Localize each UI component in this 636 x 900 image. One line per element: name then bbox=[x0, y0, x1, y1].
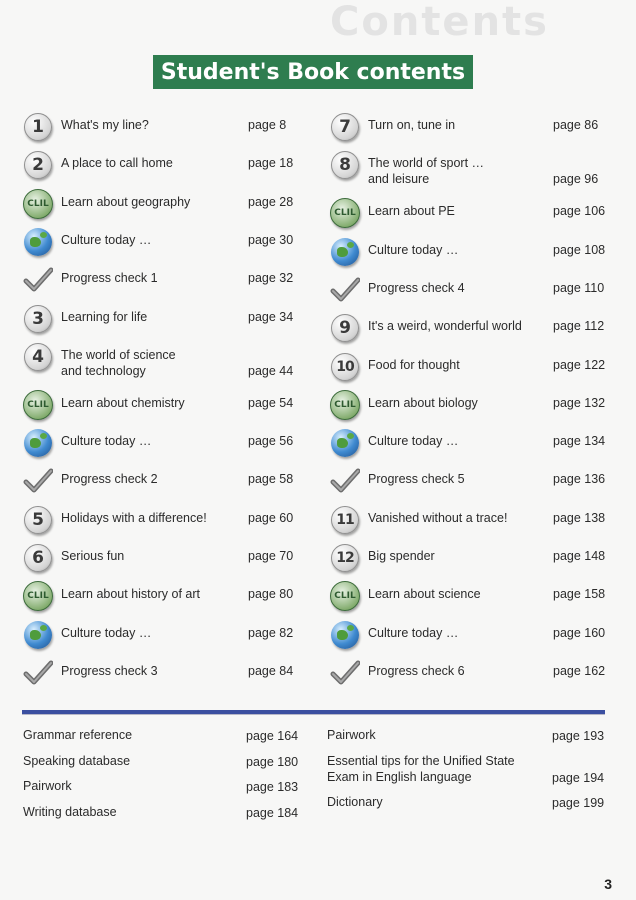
section-divider-shadow bbox=[22, 714, 605, 715]
entry-title: Progress check 6 bbox=[368, 663, 465, 678]
contents-entry bbox=[23, 581, 308, 619]
entry-title: Progress check 3 bbox=[61, 663, 158, 678]
checkmark-icon bbox=[330, 658, 360, 688]
contents-entry bbox=[23, 543, 308, 581]
entry-page: page 44 bbox=[248, 363, 294, 378]
entry-title: Progress check 4 bbox=[368, 280, 465, 295]
entry-page: page 148 bbox=[553, 549, 606, 563]
entry-page: page 122 bbox=[553, 357, 606, 372]
unit-number-icon bbox=[330, 112, 360, 142]
page-number: 3 bbox=[604, 876, 612, 892]
contents-entry bbox=[23, 189, 308, 227]
entry-page: page 84 bbox=[248, 663, 294, 678]
clil-badge: CLIL bbox=[23, 390, 53, 420]
contents-entry bbox=[330, 313, 613, 351]
unit-number-icon bbox=[330, 543, 360, 573]
clil-icon bbox=[23, 581, 53, 611]
contents-entry bbox=[330, 150, 613, 188]
entry-page: page 18 bbox=[248, 156, 294, 171]
unit-number-icon bbox=[23, 112, 53, 142]
contents-entry bbox=[23, 265, 308, 303]
reference-title: Pairwork bbox=[327, 728, 376, 742]
entry-title: The world of sport … bbox=[368, 156, 485, 171]
entry-title: Learn about PE bbox=[368, 204, 455, 219]
entry-title: Learning for life bbox=[61, 309, 148, 324]
unit-number: 9 bbox=[331, 314, 359, 342]
contents-entry bbox=[330, 428, 613, 466]
globe-icon bbox=[23, 428, 53, 458]
entry-page: page 32 bbox=[248, 271, 294, 286]
entry-page: page 110 bbox=[553, 280, 605, 295]
entry-page: page 134 bbox=[553, 434, 606, 449]
unit-number-icon bbox=[330, 313, 360, 343]
unit-number-icon bbox=[330, 150, 360, 180]
globe-icon bbox=[23, 227, 53, 257]
contents-entry bbox=[330, 390, 613, 428]
reference-title-line2: Exam in English language bbox=[327, 769, 472, 784]
entry-page: page 108 bbox=[553, 242, 606, 257]
entry-page: page 8 bbox=[248, 118, 287, 132]
entry-title: Big spender bbox=[368, 549, 435, 563]
entry-page: page 112 bbox=[553, 319, 605, 334]
entry-title: Learn about geography bbox=[61, 194, 191, 209]
entry-title: Culture today … bbox=[368, 242, 459, 257]
entry-page: page 70 bbox=[248, 549, 294, 563]
clil-icon bbox=[330, 198, 360, 228]
contents-entry bbox=[23, 227, 308, 265]
ghost-heading: Contents bbox=[330, 0, 549, 45]
unit-number: 1 bbox=[24, 113, 52, 141]
entry-title: It's a weird, wonderful world bbox=[368, 319, 522, 334]
entry-title: Progress check 1 bbox=[61, 271, 158, 286]
contents-entry bbox=[330, 543, 613, 581]
entry-title: Holidays with a difference! bbox=[61, 510, 207, 525]
entry-title: A place to call home bbox=[61, 156, 173, 171]
reference-title: Writing database bbox=[23, 804, 117, 819]
contents-entry bbox=[23, 466, 308, 504]
reference-title: Pairwork bbox=[23, 779, 72, 793]
entry-title-line2: and leisure bbox=[368, 172, 430, 187]
entry-title: The world of science bbox=[61, 347, 176, 362]
contents-entry bbox=[23, 620, 308, 658]
contents-entry bbox=[330, 198, 613, 236]
checkmark-icon bbox=[23, 265, 53, 295]
contents-entry bbox=[330, 581, 613, 619]
reference-page: page 164 bbox=[246, 729, 299, 743]
reference-page: page 184 bbox=[246, 805, 299, 820]
clil-badge: CLIL bbox=[330, 198, 360, 228]
unit-number: 8 bbox=[331, 151, 359, 179]
entry-title: Learn about biology bbox=[368, 395, 478, 410]
entry-title: Culture today … bbox=[61, 232, 152, 247]
unit-number: 3 bbox=[24, 305, 52, 333]
entry-title: Culture today … bbox=[61, 434, 152, 449]
contents-entry bbox=[330, 112, 613, 150]
checkmark-icon bbox=[23, 658, 53, 688]
checkmark-icon bbox=[330, 275, 360, 305]
entry-page: page 138 bbox=[553, 510, 606, 525]
unit-number-icon bbox=[23, 150, 53, 180]
unit-number-icon bbox=[330, 352, 360, 382]
reference-title: Speaking database bbox=[23, 753, 131, 768]
entry-page: page 56 bbox=[248, 434, 294, 449]
entry-page: page 30 bbox=[248, 232, 294, 247]
clil-icon bbox=[23, 189, 53, 219]
contents-entry bbox=[330, 466, 613, 504]
entry-title: Vanished without a trace! bbox=[368, 510, 508, 525]
entry-title: Turn on, tune in bbox=[368, 118, 456, 132]
reference-title: Dictionary bbox=[327, 795, 383, 809]
entry-title: Food for thought bbox=[368, 357, 460, 372]
unit-number: 5 bbox=[24, 506, 52, 534]
entry-page: page 158 bbox=[553, 587, 606, 602]
entry-title: Culture today … bbox=[368, 434, 459, 449]
unit-number: 2 bbox=[24, 151, 52, 179]
contents-entry bbox=[330, 352, 613, 390]
entry-page: page 58 bbox=[248, 472, 294, 487]
entry-page: page 96 bbox=[553, 172, 599, 187]
contents-entry bbox=[330, 237, 613, 275]
clil-icon bbox=[23, 390, 53, 420]
clil-badge: CLIL bbox=[23, 581, 53, 611]
reference-page: page 183 bbox=[246, 780, 299, 794]
entry-page: page 162 bbox=[553, 663, 606, 678]
reference-page: page 193 bbox=[552, 729, 605, 743]
unit-number-icon bbox=[330, 505, 360, 535]
checkmark-icon bbox=[23, 466, 53, 496]
unit-number: 10 bbox=[331, 353, 359, 381]
entry-page: page 82 bbox=[248, 625, 294, 640]
contents-entry bbox=[23, 505, 308, 543]
unit-number: 11 bbox=[331, 506, 359, 534]
page-title: Student's Book contents bbox=[153, 55, 473, 89]
globe-icon bbox=[330, 620, 360, 650]
contents-entry bbox=[23, 428, 308, 466]
entry-title: Culture today … bbox=[368, 625, 459, 640]
entry-title: Learn about chemistry bbox=[61, 395, 185, 410]
entry-title-line2: and technology bbox=[61, 363, 146, 378]
reference-page: page 180 bbox=[246, 754, 299, 769]
clil-icon bbox=[330, 581, 360, 611]
contents-entry bbox=[23, 342, 308, 380]
unit-number: 7 bbox=[331, 113, 359, 141]
entry-page: page 160 bbox=[553, 625, 606, 640]
entry-title: Serious fun bbox=[61, 549, 125, 563]
contents-entry bbox=[23, 150, 308, 188]
clil-badge: CLIL bbox=[330, 581, 360, 611]
entry-page: page 28 bbox=[248, 194, 294, 209]
unit-number-icon bbox=[23, 304, 53, 334]
reference-title: Grammar reference bbox=[23, 728, 133, 742]
entry-title: Learn about history of art bbox=[61, 587, 200, 602]
entry-page: page 34 bbox=[248, 309, 294, 324]
entry-title: Progress check 2 bbox=[61, 472, 158, 487]
globe-icon bbox=[23, 620, 53, 650]
entry-title: Progress check 5 bbox=[368, 472, 465, 487]
entry-page: page 136 bbox=[553, 472, 606, 487]
contents-entry bbox=[330, 620, 613, 658]
contents-entry bbox=[330, 505, 613, 543]
clil-badge: CLIL bbox=[330, 390, 360, 420]
contents-entry bbox=[23, 112, 308, 150]
entry-page: page 54 bbox=[248, 395, 294, 410]
contents-entry bbox=[330, 658, 613, 696]
unit-number: 6 bbox=[24, 544, 52, 572]
contents-entry bbox=[23, 304, 308, 342]
unit-number: 12 bbox=[331, 544, 359, 572]
entry-page: page 106 bbox=[553, 204, 606, 219]
contents-entry bbox=[23, 658, 308, 696]
entry-page: page 80 bbox=[248, 587, 294, 602]
contents-entry bbox=[330, 275, 613, 313]
unit-number-icon bbox=[23, 505, 53, 535]
entry-title: Learn about science bbox=[368, 587, 481, 602]
clil-badge: CLIL bbox=[23, 189, 53, 219]
entry-page: page 86 bbox=[553, 118, 599, 132]
entry-title: What's my line? bbox=[61, 118, 149, 132]
clil-icon bbox=[330, 390, 360, 420]
entry-page: page 60 bbox=[248, 510, 294, 525]
entry-title: Culture today … bbox=[61, 625, 152, 640]
reference-page: page 194 bbox=[552, 770, 605, 785]
unit-number-icon bbox=[23, 342, 53, 372]
globe-icon bbox=[330, 237, 360, 267]
contents-entry bbox=[23, 390, 308, 428]
globe-icon bbox=[330, 428, 360, 458]
checkmark-icon bbox=[330, 466, 360, 496]
reference-page: page 199 bbox=[552, 796, 605, 810]
unit-number: 4 bbox=[24, 343, 52, 371]
entry-page: page 132 bbox=[553, 395, 606, 410]
reference-title: Essential tips for the Unified State bbox=[327, 753, 515, 768]
unit-number-icon bbox=[23, 543, 53, 573]
